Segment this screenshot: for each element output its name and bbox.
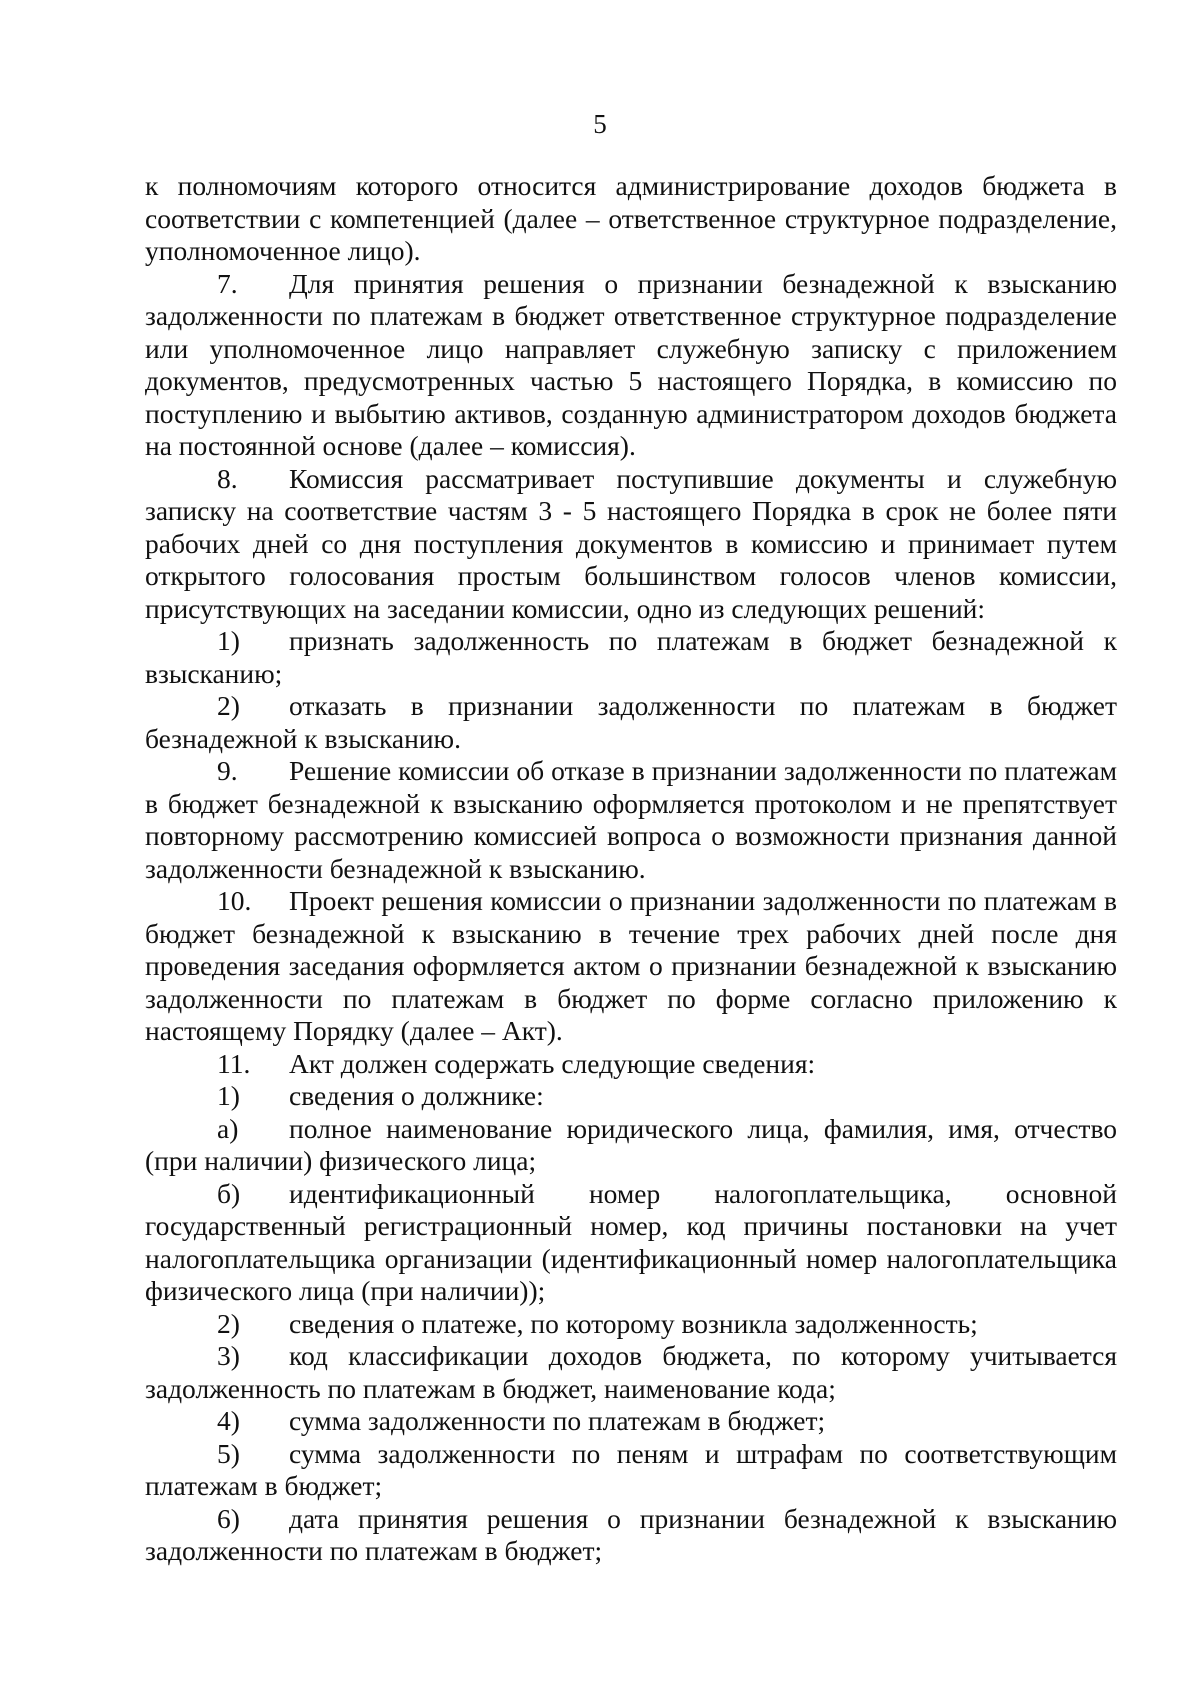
paragraph-11-item-5 xyxy=(145,1438,1117,1503)
paragraph-7 xyxy=(145,268,1117,463)
paragraph-number: 1) xyxy=(217,1080,240,1111)
paragraph-number: а) xyxy=(217,1112,239,1144)
paragraph-number: 6) xyxy=(217,1502,240,1534)
paragraph-text: Акт должен содержать следующие сведения: xyxy=(289,1047,816,1079)
paragraph-11-item-4 xyxy=(145,1405,1117,1438)
paragraph-text: дата принятия решения о признании безнадежной к взысканию задолженности по платежам в бюджет; xyxy=(145,1502,1117,1566)
paragraph-number: б) xyxy=(217,1177,241,1209)
paragraph-11-item-3 xyxy=(145,1340,1117,1405)
paragraph-text: Для принятия решения о признании безнадежной к взысканию задолженности по платежам в бюджет ответственное структурное подразделение или уполномоченное лицо направляет служебную записку с приложением документов, предусмотренных частью 5 настоящего Порядка, в комиссию по поступлению и выбытию активов, созданную администратором доходов бюджета на постоянной основе (далее – комиссия). xyxy=(145,267,1117,461)
paragraph-11-item-1 xyxy=(145,1080,1117,1113)
paragraph-number: 8. xyxy=(217,462,238,494)
paragraph-number: 3) xyxy=(217,1340,240,1371)
paragraph-text: к полномочиям которого относится администрирование доходов бюджета в соответствии с компетенцией (далее – ответственное структурное подразделение, уполномоченное лицо). xyxy=(145,170,1117,266)
paragraph-text: сумма задолженности по платежам в бюджет; xyxy=(289,1405,826,1436)
paragraph-number: 10. xyxy=(217,885,252,916)
paragraph-9 xyxy=(145,755,1117,885)
paragraph-text: Проект решения комиссии о признании задолженности по платежам в бюджет безнадежной к взысканию в течение трех рабочих дней после дня проведения заседания оформляется актом о признании безнадежной к взысканию задолженности по платежам в бюджет по форме согласно приложению к настоящему Порядку (далее – Акт). xyxy=(145,885,1117,1046)
paragraph-number: 11. xyxy=(217,1047,251,1079)
paragraph-text: код классификации доходов бюджета, по которому учитывается задолженность по платежам в бюджет, наименование кода; xyxy=(145,1340,1117,1404)
paragraph-8-item-1 xyxy=(145,625,1117,690)
paragraph-number: 2) xyxy=(217,690,240,721)
paragraph-text: сумма задолженности по пеням и штрафам по соответствующим платежам в бюджет; xyxy=(145,1437,1117,1501)
paragraph-continuation xyxy=(145,170,1117,268)
paragraph-text: сведения о должнике: xyxy=(289,1080,544,1111)
paragraph-11-item-1a xyxy=(145,1113,1117,1178)
paragraph-8-item-2 xyxy=(145,690,1117,755)
paragraph-text: признать задолженность по платежам в бюджет безнадежной к взысканию; xyxy=(145,625,1117,689)
paragraph-text: Решение комиссии об отказе в признании задолженности по платежам в бюджет безнадежной к взысканию оформляется протоколом и не препятствует повторному рассмотрению комиссией вопроса о возможности признания данной задолженности безнадежной к взысканию. xyxy=(145,755,1117,884)
paragraph-text: Комиссия рассматривает поступившие документы и служебную записку на соответствие частям 3 - 5 настоящего Порядка в срок не более пяти рабочих дней со дня поступления документов в комиссию и принимает путем открытого голосования простым большинством голосов членов комиссии, присутствующих на заседании комиссии, одно из следующих решений: xyxy=(145,462,1117,624)
document-body xyxy=(145,170,1117,1568)
paragraph-11 xyxy=(145,1048,1117,1081)
paragraph-text: отказать в признании задолженности по платежам в бюджет безнадежной к взысканию. xyxy=(145,690,1117,754)
paragraph-11-item-1b xyxy=(145,1178,1117,1308)
paragraph-text: сведения о платеже, по которому возникла задолженность; xyxy=(289,1307,978,1339)
paragraph-8 xyxy=(145,463,1117,626)
paragraph-number: 9. xyxy=(217,755,238,786)
paragraph-number: 2) xyxy=(217,1307,240,1339)
paragraph-11-item-6 xyxy=(145,1503,1117,1568)
paragraph-11-item-2 xyxy=(145,1308,1117,1341)
paragraph-text: полное наименование юридического лица, фамилия, имя, отчество (при наличии) физического лица; xyxy=(145,1112,1117,1176)
paragraph-number: 7. xyxy=(217,267,238,299)
paragraph-number: 4) xyxy=(217,1405,240,1436)
paragraph-number: 1) xyxy=(217,625,240,656)
paragraph-text: идентификационный номер налогоплательщика, основной государственный регистрационный номер, код причины постановки на учет налогоплательщика организации (идентификационный номер налогоплательщика физического лица (при наличии)); xyxy=(145,1177,1117,1306)
page-number: 5 xyxy=(593,109,607,139)
paragraph-number: 5) xyxy=(217,1437,240,1469)
paragraph-10 xyxy=(145,885,1117,1048)
